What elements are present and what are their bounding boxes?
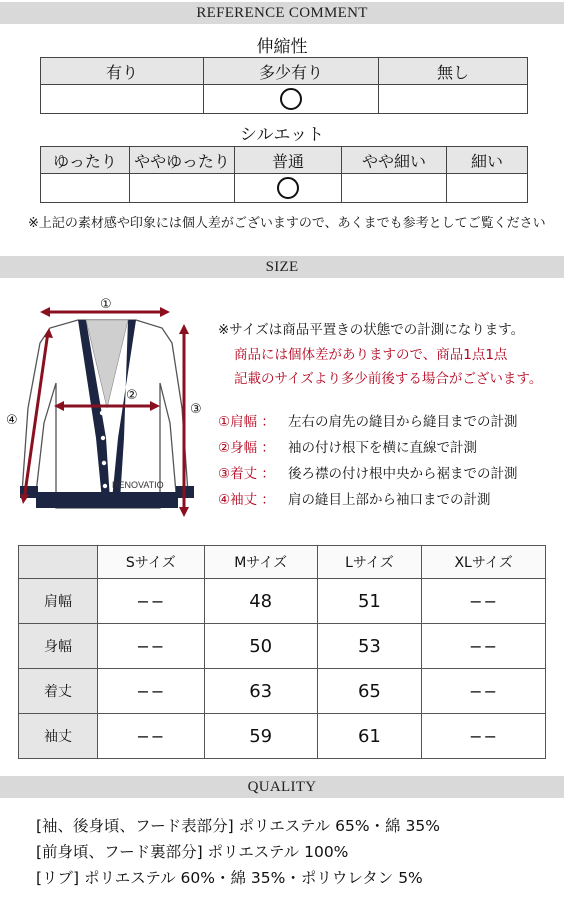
button	[102, 461, 106, 465]
stretch-table	[40, 57, 528, 114]
table-row	[19, 669, 546, 714]
stretch-title: 伸縮性	[256, 37, 308, 57]
silhouette-col-3: やや細い	[342, 147, 447, 174]
measure-length	[218, 462, 518, 482]
size-note-1: ※サイズは商品平置きの状態での計測になります。	[218, 322, 525, 338]
measure-sleeve	[218, 488, 491, 508]
selected-circle-icon	[277, 177, 299, 199]
size-note-3: 記載のサイズより多少前後する場合がございます。	[234, 371, 543, 387]
size-header-l: Lサイズ	[317, 546, 421, 579]
silhouette-cell-2	[235, 174, 342, 203]
quality-line-3: [リブ] ポリエステル 60%・綿 35%・ポリウレタン 5%	[36, 869, 423, 887]
measure-desc: 肩の縫目上部から袖口までの計測	[288, 492, 491, 508]
cell-value: 61	[317, 714, 421, 759]
size-note-2: 商品には個体差がありますので、商品1点1点	[234, 347, 508, 363]
mark-2: ②	[126, 388, 138, 403]
mark-3: ③	[190, 402, 202, 417]
mark-4: ④	[6, 413, 18, 428]
hem-rib	[36, 492, 178, 508]
measure-width	[218, 436, 477, 456]
silhouette-title: シルエット	[239, 125, 325, 145]
silhouette-col-2: 普通	[235, 147, 342, 174]
selected-circle-icon	[280, 88, 302, 110]
row-name: 肩幅	[19, 579, 98, 624]
stretch-col-0: 有り	[41, 58, 204, 85]
stretch-cell-0	[41, 85, 204, 114]
measure-label: ①肩幅 ：	[218, 414, 275, 430]
row-name: 着丈	[19, 669, 98, 714]
size-header-m: Mサイズ	[204, 546, 317, 579]
silhouette-cell-3	[342, 174, 447, 203]
button	[100, 411, 104, 415]
cell-value: 51	[317, 579, 421, 624]
silhouette-col-4: 細い	[447, 147, 528, 174]
button	[101, 436, 105, 440]
cell-value: −−	[422, 579, 546, 624]
cell-value: 63	[204, 669, 317, 714]
brand-tag: RENOVATIO	[112, 480, 164, 490]
cell-value: 50	[204, 624, 317, 669]
mark-1: ①	[100, 297, 112, 312]
stretch-cell-2	[379, 85, 528, 114]
stretch-col-1: 多少有り	[204, 58, 379, 85]
measure-label: ④袖丈 ：	[218, 492, 275, 508]
quality-banner: QUALITY	[0, 776, 564, 798]
size-header-blank	[19, 546, 98, 579]
size-banner: SIZE	[0, 256, 564, 278]
cell-value: 53	[317, 624, 421, 669]
cell-value: −−	[422, 669, 546, 714]
row-name: 袖丈	[19, 714, 98, 759]
reference-banner: REFERENCE COMMENT	[0, 2, 564, 24]
silhouette-col-0: ゆったり	[41, 147, 130, 174]
quality-line-1: [袖、後身頃、フード表部分] ポリエステル 65%・綿 35%	[36, 817, 440, 835]
silhouette-cell-1	[130, 174, 235, 203]
measure-desc: 後ろ襟の付け根中央から裾までの計測	[288, 466, 518, 482]
row-name: 身幅	[19, 624, 98, 669]
cell-value: −−	[98, 579, 205, 624]
silhouette-table	[40, 146, 528, 203]
cell-value: −−	[422, 624, 546, 669]
cell-value: −−	[422, 714, 546, 759]
table-row	[19, 714, 546, 759]
size-table	[18, 545, 546, 759]
stretch-cell-1	[204, 85, 379, 114]
stretch-col-2: 無し	[379, 58, 528, 85]
measure-label: ②身幅 ：	[218, 440, 275, 456]
cell-value: −−	[98, 669, 205, 714]
silhouette-cell-4	[447, 174, 528, 203]
silhouette-cell-0	[41, 174, 130, 203]
reference-note: ※上記の素材感や印象には個人差がございますので、あくまでも参考としてご覧ください	[28, 216, 546, 231]
measure-shoulder	[218, 410, 518, 430]
table-row	[19, 624, 546, 669]
cell-value: 59	[204, 714, 317, 759]
size-header-s: Sサイズ	[98, 546, 205, 579]
table-row	[19, 579, 546, 624]
cardigan-diagram	[0, 288, 215, 528]
cell-value: −−	[98, 624, 205, 669]
measure-label: ③着丈 ：	[218, 466, 275, 482]
measure-desc: 袖の付け根下を横に直線で計測	[288, 440, 477, 456]
size-header-xl: XLサイズ	[422, 546, 546, 579]
silhouette-col-1: ややゆったり	[130, 147, 235, 174]
button	[103, 484, 107, 488]
cell-value: 65	[317, 669, 421, 714]
measure-desc: 左右の肩先の縫目から縫目までの計測	[288, 414, 518, 430]
cell-value: 48	[204, 579, 317, 624]
quality-line-2: [前身頃、フード裏部分] ポリエステル 100%	[36, 843, 349, 861]
cell-value: −−	[98, 714, 205, 759]
